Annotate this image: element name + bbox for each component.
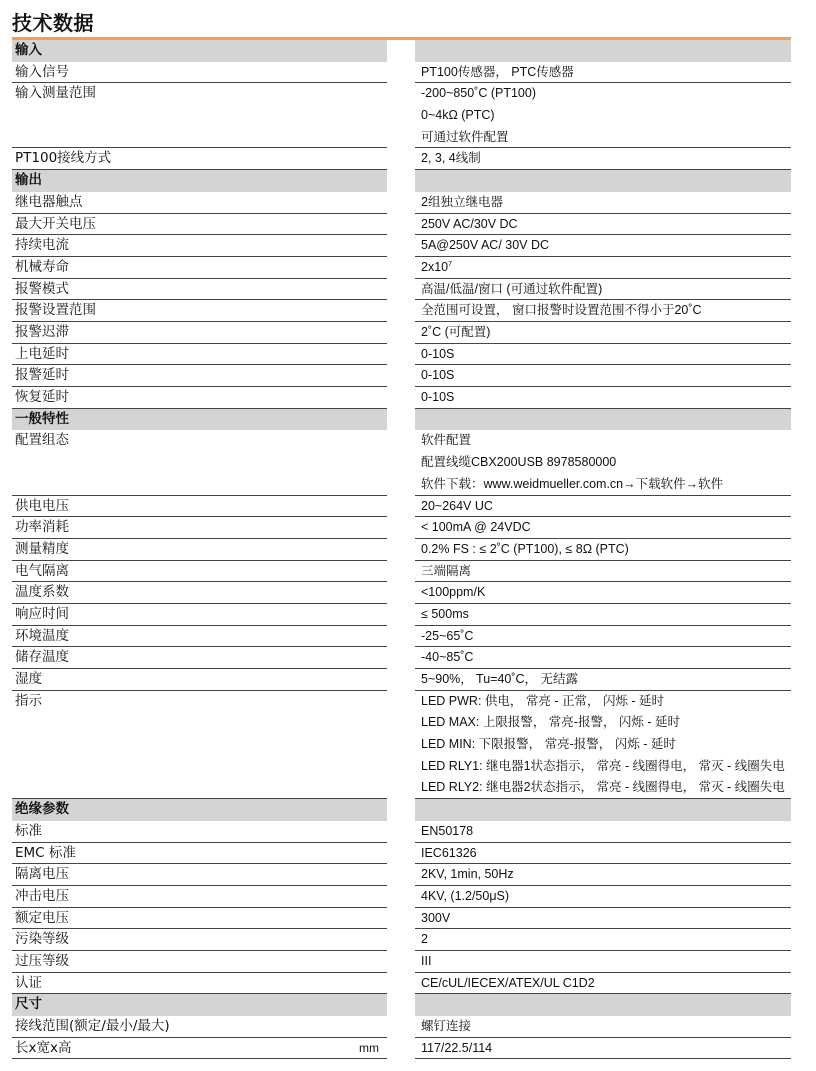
spec-label-text: PT100接线方式 bbox=[15, 150, 112, 167]
spec-exponent: 7 bbox=[448, 260, 453, 268]
spec-label-text: EMC 标准 bbox=[15, 844, 76, 861]
spec-label-text: 响应时间 bbox=[15, 605, 69, 622]
section-title: 一般特性 bbox=[15, 410, 69, 427]
spec-label-text: 指示 bbox=[15, 692, 42, 709]
spec-value-line: 5~90%， Tu=40˚C， 无结露 bbox=[421, 672, 579, 686]
spec-label bbox=[12, 951, 387, 973]
spec-value bbox=[415, 322, 791, 344]
spec-value bbox=[415, 62, 791, 84]
spec-label-text: 湿度 bbox=[15, 671, 42, 687]
spec-label bbox=[12, 973, 387, 995]
spec-label bbox=[12, 626, 387, 648]
spec-value-line: IEC61326 bbox=[421, 845, 477, 860]
section-header-value bbox=[415, 409, 791, 431]
spec-label-text: 上电延时 bbox=[15, 345, 69, 362]
spec-value-line: PT100传感器， PTC传感器 bbox=[421, 64, 574, 79]
spec-label bbox=[12, 344, 387, 366]
spec-value bbox=[415, 864, 791, 886]
spec-label-text: 额定电压 bbox=[15, 909, 69, 926]
spec-label bbox=[12, 83, 387, 148]
spec-value bbox=[415, 561, 791, 583]
spec-label bbox=[12, 647, 387, 669]
spec-label bbox=[12, 496, 387, 518]
spec-label-text: 最大开关电压 bbox=[15, 215, 96, 232]
spec-value-line: < 100mA @ 24VDC bbox=[421, 520, 531, 535]
spec-label-text: 功率消耗 bbox=[15, 519, 69, 536]
spec-value-line: $2x10^7$ bbox=[421, 259, 453, 274]
spec-value bbox=[415, 843, 791, 865]
section-header bbox=[12, 799, 387, 821]
section-header bbox=[12, 409, 387, 431]
spec-value-line: -25~65˚C bbox=[421, 628, 474, 643]
spec-value-line bbox=[421, 409, 791, 431]
spec-value bbox=[415, 539, 791, 561]
spec-label-text: 污染等级 bbox=[15, 931, 69, 948]
spec-value-line: 0.2% FS : ≤ 2˚C (PT100), ≤ 8Ω (PTC) bbox=[421, 541, 629, 556]
spec-value bbox=[415, 496, 791, 518]
section-title: 尺寸 bbox=[15, 996, 42, 1013]
spec-label-text: 电气隔离 bbox=[15, 562, 69, 579]
spec-labels-column bbox=[12, 40, 387, 1059]
spec-value-line: 0-10S bbox=[421, 346, 455, 361]
spec-label bbox=[12, 908, 387, 930]
spec-label bbox=[12, 148, 387, 170]
spec-label-text: 供电电压 bbox=[15, 497, 69, 514]
spec-value bbox=[415, 300, 791, 322]
page-title: 技术数据 bbox=[12, 11, 94, 35]
spec-value-line: -200~850˚C (PT100) bbox=[421, 86, 536, 101]
spec-label-text: 报警设置范围 bbox=[15, 302, 96, 319]
spec-value bbox=[415, 344, 791, 366]
spec-value-line: 117/22.5/114 bbox=[421, 1040, 493, 1055]
spec-value-line bbox=[421, 994, 791, 1016]
spec-label-text: 报警迟滞 bbox=[15, 323, 69, 340]
spec-value-line: 三端隔离 bbox=[421, 563, 472, 578]
spec-value-line: 高温/低温/窗口 (可通过软件配置) bbox=[421, 281, 603, 296]
spec-label bbox=[12, 604, 387, 626]
spec-label bbox=[12, 821, 387, 843]
spec-label bbox=[12, 929, 387, 951]
spec-value-line: 螺钉连接 bbox=[421, 1019, 472, 1034]
section-header bbox=[12, 40, 387, 62]
section-header-value bbox=[415, 994, 791, 1016]
section-header bbox=[12, 994, 387, 1016]
spec-value-line: 250V AC/30V DC bbox=[421, 216, 518, 231]
spec-label bbox=[12, 691, 387, 800]
spec-label-text: 配置组态 bbox=[15, 432, 69, 449]
spec-value bbox=[415, 192, 791, 214]
spec-value-line bbox=[421, 799, 791, 821]
section-title: 输入 bbox=[15, 42, 42, 58]
spec-value-line: 2 bbox=[421, 932, 428, 947]
spec-value bbox=[415, 148, 791, 170]
spec-value bbox=[415, 430, 791, 495]
spec-value bbox=[415, 691, 791, 800]
spec-label-text: 持续电流 bbox=[15, 237, 69, 254]
spec-label bbox=[12, 1016, 387, 1038]
spec-value-line: 20~264V UC bbox=[421, 498, 493, 513]
spec-value-line: LED MAX: 上限报警， 常亮-报警， 闪烁 - 延时 bbox=[421, 715, 681, 730]
spec-value-line: 300V bbox=[421, 910, 451, 925]
spec-label bbox=[12, 539, 387, 561]
spec-value-line bbox=[421, 170, 791, 192]
spec-value bbox=[415, 1016, 791, 1038]
spec-value-line: EN50178 bbox=[421, 823, 474, 838]
spec-value bbox=[415, 279, 791, 301]
spec-value-line: 软件配置 bbox=[421, 433, 472, 448]
spec-unit: mm bbox=[359, 1040, 379, 1055]
spec-value-line: 0-10S bbox=[421, 390, 455, 405]
section-header-value bbox=[415, 799, 791, 821]
spec-label bbox=[12, 843, 387, 865]
spec-label bbox=[12, 864, 387, 886]
spec-value bbox=[415, 647, 791, 669]
section-header bbox=[12, 170, 387, 192]
section-header-value bbox=[415, 40, 791, 62]
spec-value-line: LED MIN: 下限报警， 常亮-报警， 闪烁 - 延时 bbox=[421, 737, 676, 752]
spec-label-text: 输入测量范围 bbox=[15, 85, 96, 102]
spec-value bbox=[415, 886, 791, 908]
spec-label bbox=[12, 365, 387, 387]
spec-value bbox=[415, 908, 791, 930]
spec-value-line bbox=[421, 40, 791, 62]
spec-value bbox=[415, 214, 791, 236]
spec-label-text: 过压等级 bbox=[15, 953, 69, 969]
spec-value-line: <100ppm/K bbox=[421, 585, 486, 600]
spec-value-line: 2, 3, 4线制 bbox=[421, 151, 481, 166]
spec-value bbox=[415, 387, 791, 409]
spec-label bbox=[12, 1038, 387, 1060]
spec-value-line: 5A@250V AC/ 30V DC bbox=[421, 238, 550, 253]
spec-value bbox=[415, 951, 791, 973]
spec-label bbox=[12, 257, 387, 279]
spec-label-text: 恢复延时 bbox=[15, 389, 69, 406]
spec-value-line: 2组独立继电器 bbox=[421, 194, 503, 209]
spec-value bbox=[415, 517, 791, 539]
spec-value-line: LED RLY1: 继电器1状态指示， 常亮 - 线圈得电， 常灭 - 线圈失电 bbox=[421, 758, 785, 773]
spec-value-line: -40~85˚C bbox=[421, 650, 474, 665]
spec-value-line: CE/cUL/IECEX/ATEX/UL C1D2 bbox=[421, 975, 595, 990]
spec-value-line: 2KV, 1min, 50Hz bbox=[421, 867, 514, 882]
spec-label-text: 标准 bbox=[15, 822, 42, 839]
section-title: 输出 bbox=[15, 172, 42, 189]
spec-value bbox=[415, 1038, 791, 1060]
spec-value-line: 可通过软件配置 bbox=[421, 129, 509, 144]
spec-label-text: 认证 bbox=[15, 974, 42, 991]
spec-label-text: 接线范围(额定/最小/最大) bbox=[15, 1018, 170, 1035]
spec-value bbox=[415, 669, 791, 691]
spec-value-line: LED RLY2: 继电器2状态指示， 常亮 - 线圈得电， 常灭 - 线圈失电 bbox=[421, 780, 785, 795]
spec-label bbox=[12, 430, 387, 495]
spec-label bbox=[12, 322, 387, 344]
spec-value bbox=[415, 365, 791, 387]
spec-label-text: 继电器触点 bbox=[15, 193, 83, 210]
spec-value-line: 0~4kΩ (PTC) bbox=[421, 108, 495, 123]
spec-value bbox=[415, 604, 791, 626]
spec-label-text: 输入信号 bbox=[15, 63, 69, 80]
spec-value-line: LED PWR: 供电， 常亮 - 正常， 闪烁 - 延时 bbox=[421, 693, 665, 708]
spec-label bbox=[12, 886, 387, 908]
spec-label bbox=[12, 387, 387, 409]
spec-value bbox=[415, 235, 791, 257]
spec-label-text: 环境温度 bbox=[15, 627, 69, 644]
spec-label bbox=[12, 235, 387, 257]
spec-value bbox=[415, 929, 791, 951]
section-header-value bbox=[415, 170, 791, 192]
spec-label-text: 温度系数 bbox=[15, 584, 69, 601]
spec-value-line: 软件下载：www.weidmueller.com.cn→下载软件→软件 bbox=[421, 476, 724, 491]
spec-value bbox=[415, 626, 791, 648]
spec-value bbox=[415, 83, 791, 148]
section-title: 绝缘参数 bbox=[15, 801, 69, 818]
spec-label-text: 冲击电压 bbox=[15, 887, 69, 904]
spec-value-line: 全范围可设置， 窗口报警时设置范围不得小于20˚C bbox=[421, 303, 702, 318]
spec-label-text: 储存温度 bbox=[15, 649, 69, 666]
spec-label bbox=[12, 582, 387, 604]
spec-value bbox=[415, 582, 791, 604]
spec-label bbox=[12, 192, 387, 214]
spec-value bbox=[415, 257, 791, 279]
spec-value-line: 配置线缆CBX200USB 8978580000 bbox=[421, 455, 617, 470]
spec-label-text: 隔离电压 bbox=[15, 866, 69, 883]
spec-label bbox=[12, 62, 387, 84]
spec-label bbox=[12, 279, 387, 301]
spec-value-line: ≤ 500ms bbox=[421, 606, 469, 621]
spec-value bbox=[415, 821, 791, 843]
spec-value bbox=[415, 973, 791, 995]
spec-value-line: 0-10S bbox=[421, 368, 455, 383]
spec-value-line: 2˚C (可配置) bbox=[421, 324, 491, 339]
spec-label-text: 机械寿命 bbox=[15, 258, 69, 275]
spec-label bbox=[12, 517, 387, 539]
spec-label bbox=[12, 300, 387, 322]
spec-label bbox=[12, 214, 387, 236]
spec-label-text: 报警模式 bbox=[15, 280, 69, 297]
spec-label bbox=[12, 669, 387, 691]
spec-label-text: 报警延时 bbox=[15, 367, 69, 384]
spec-values-column bbox=[415, 40, 791, 1059]
spec-value-line: 4KV, (1.2/50μS) bbox=[421, 888, 510, 903]
spec-label bbox=[12, 561, 387, 583]
spec-value-line: III bbox=[421, 954, 432, 968]
spec-label-text: 长x宽x高 bbox=[15, 1039, 72, 1056]
spec-label-text: 测量精度 bbox=[15, 540, 69, 557]
